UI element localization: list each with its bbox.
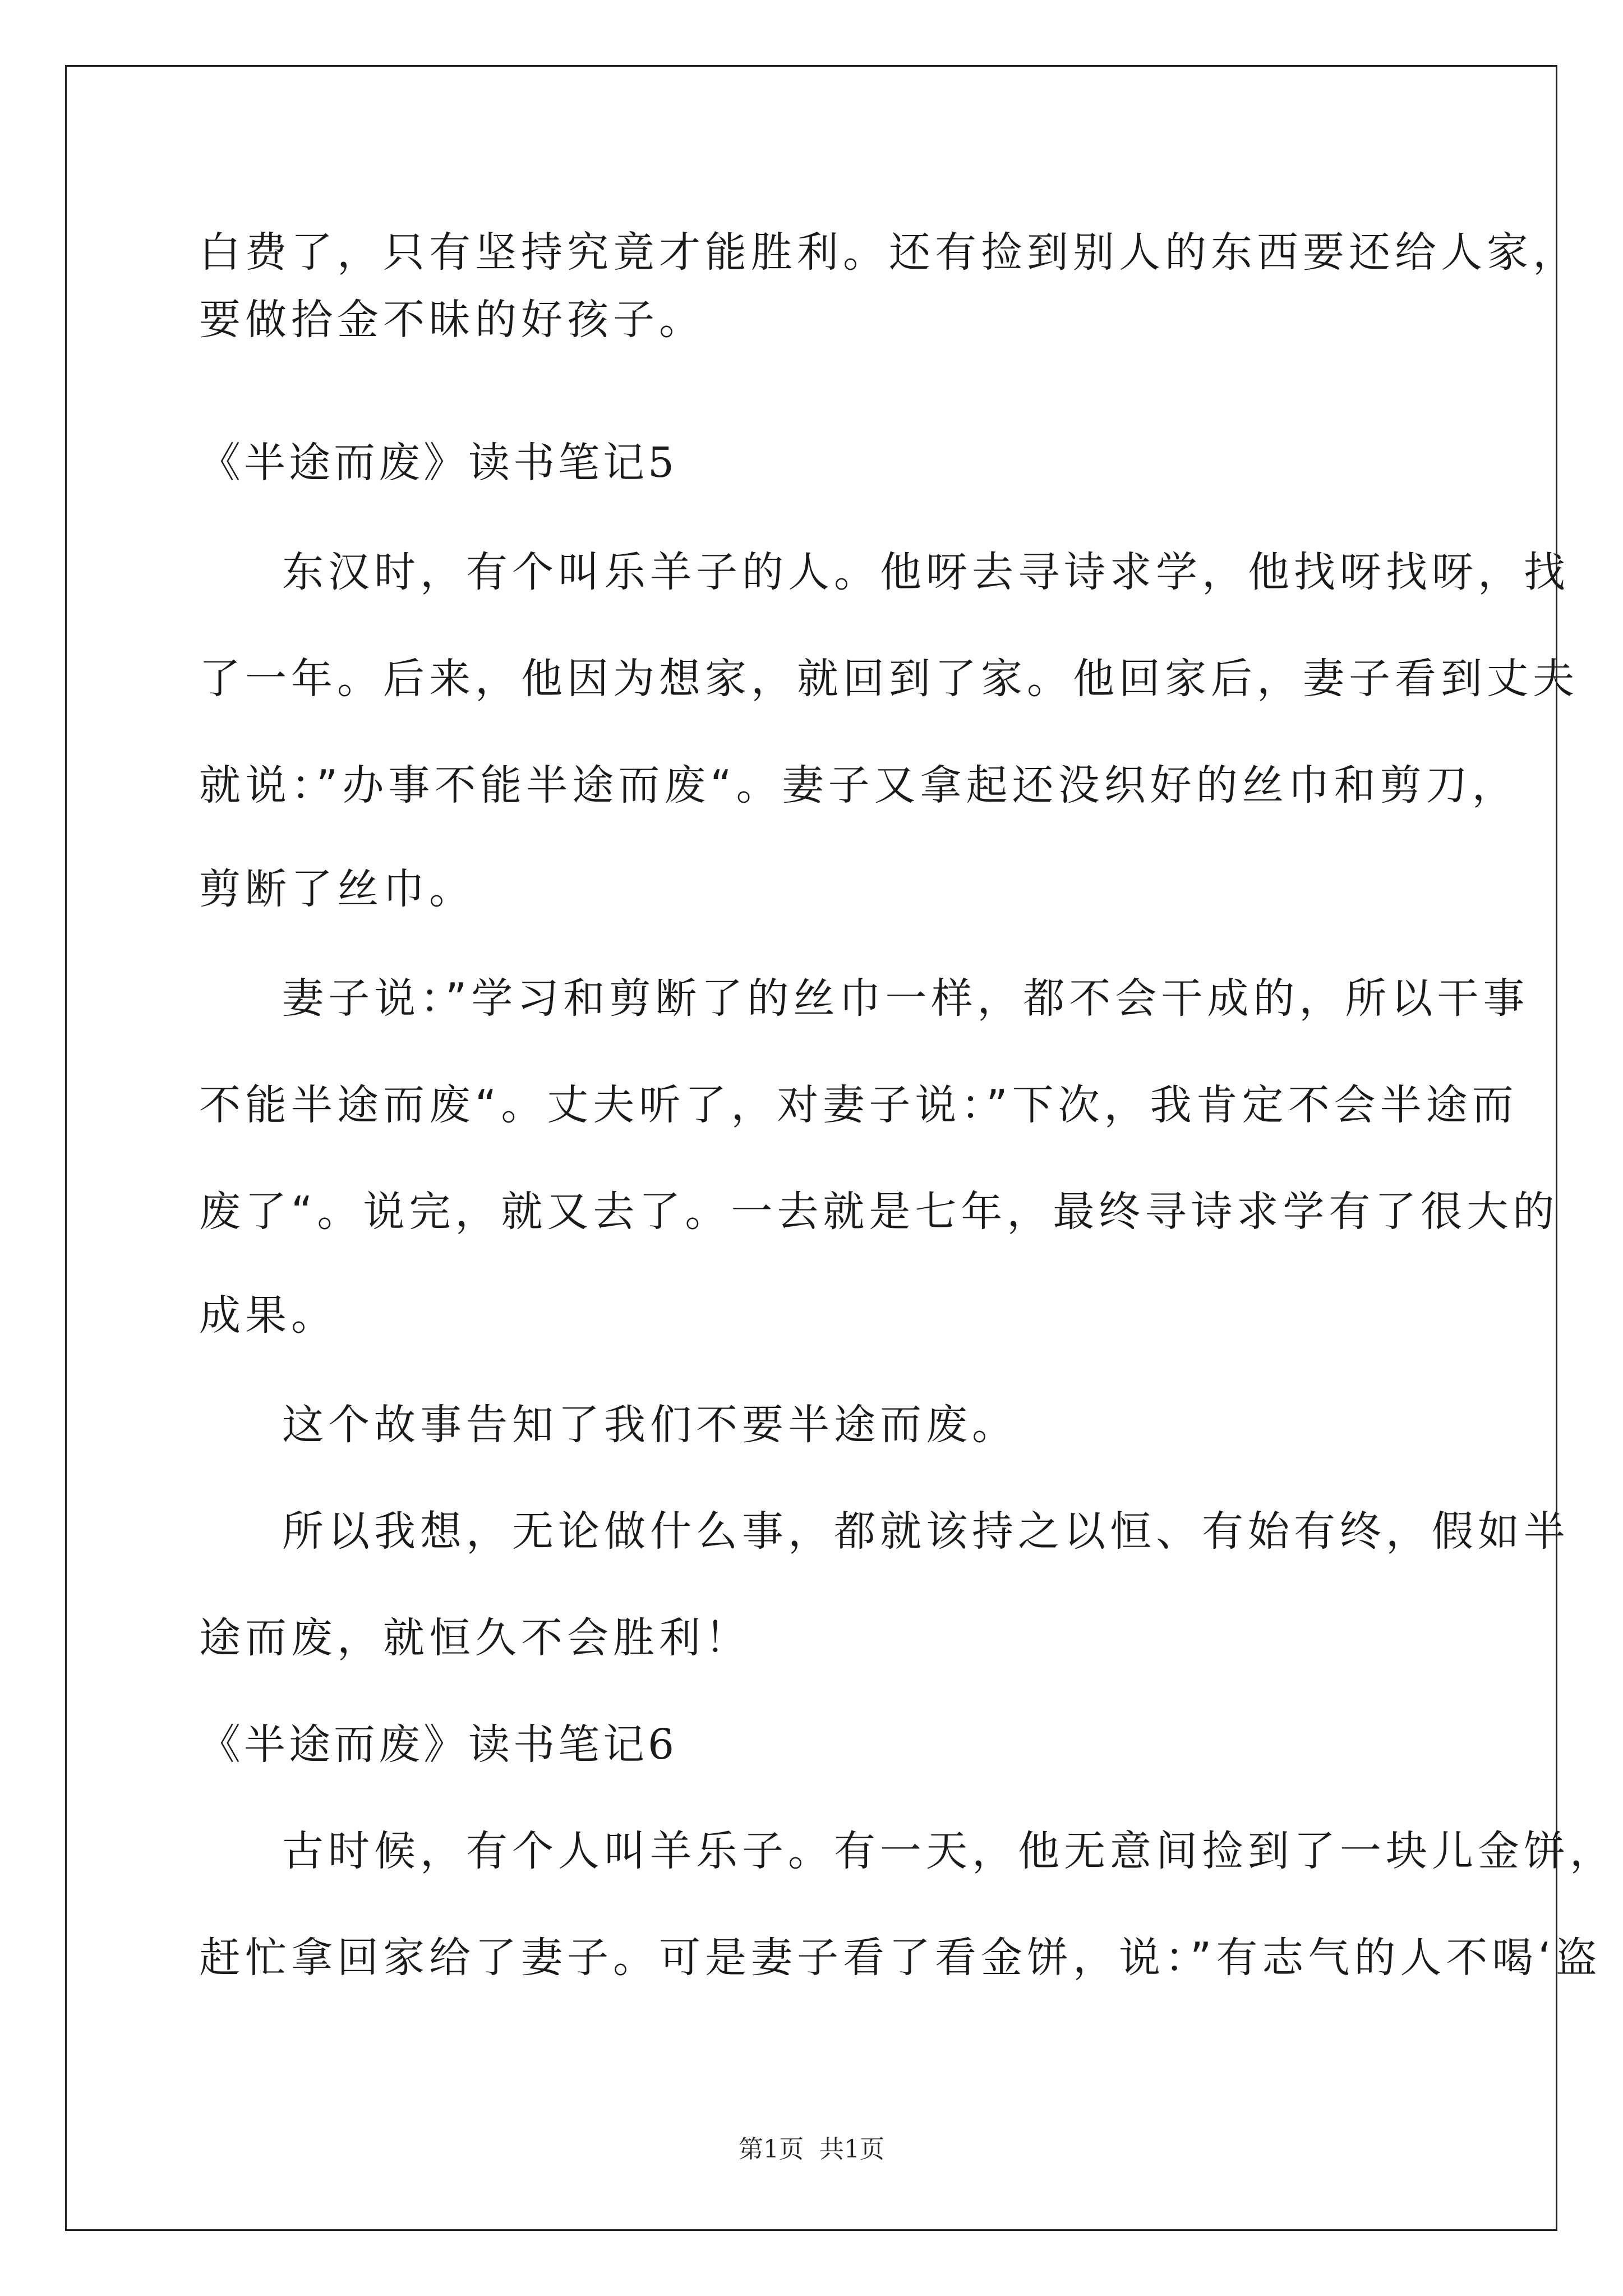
text-line: 妻子说：”学习和剪断了的丝巾一样，都不会干成的，所以干事 xyxy=(282,974,1529,1023)
text-line: 不能半途而废“。丈夫听了，对妻子说：”下次，我肯定不会半途而 xyxy=(199,1081,1518,1129)
section-heading: 《半途而废》读书笔记6 xyxy=(199,1720,678,1769)
text-line: 这个故事告知了我们不要半途而废。 xyxy=(282,1401,1018,1449)
page-number: 第1页 xyxy=(739,2135,804,2164)
text-line: 古时候，有个人叫羊乐子。有一天，他无意间捡到了一块儿金饼， xyxy=(282,1827,1616,1875)
text-line: 白费了，只有坚持究竟才能胜利。还有捡到别人的东西要还给人家， xyxy=(199,228,1579,277)
page-footer xyxy=(0,2129,1623,2165)
text-line: 要做拾金不昧的好孩子。 xyxy=(199,296,705,344)
text-line: 废了“。说完，就又去了。一去就是七年，最终寻诗求学有了很大的 xyxy=(199,1188,1559,1236)
page-total: 共1页 xyxy=(819,2135,884,2164)
page-border xyxy=(65,65,1557,2231)
text-line: 东汉时，有个叫乐羊子的人。他呀去寻诗求学，他找呀找呀，找 xyxy=(282,548,1570,596)
text-line: 赶忙拿回家给了妻子。可是妻子看了看金饼，说：”有志气的人不喝‘盗 xyxy=(199,1934,1602,1982)
text-line: 了一年。后来，他因为想家，就回到了家。他回家后，妻子看到丈夫 xyxy=(199,655,1579,703)
text-line: 就说：”办事不能半途而废“。妻子又拿起还没织好的丝巾和剪刀， xyxy=(199,761,1518,809)
text-line: 剪断了丝巾。 xyxy=(199,865,475,913)
text-line: 成果。 xyxy=(199,1291,337,1340)
text-line: 途而废，就恒久不会胜利！ xyxy=(199,1614,751,1662)
section-heading: 《半途而废》读书笔记5 xyxy=(199,439,678,487)
text-line: 所以我想，无论做什么事，都就该持之以恒、有始有终，假如半 xyxy=(282,1507,1570,1556)
